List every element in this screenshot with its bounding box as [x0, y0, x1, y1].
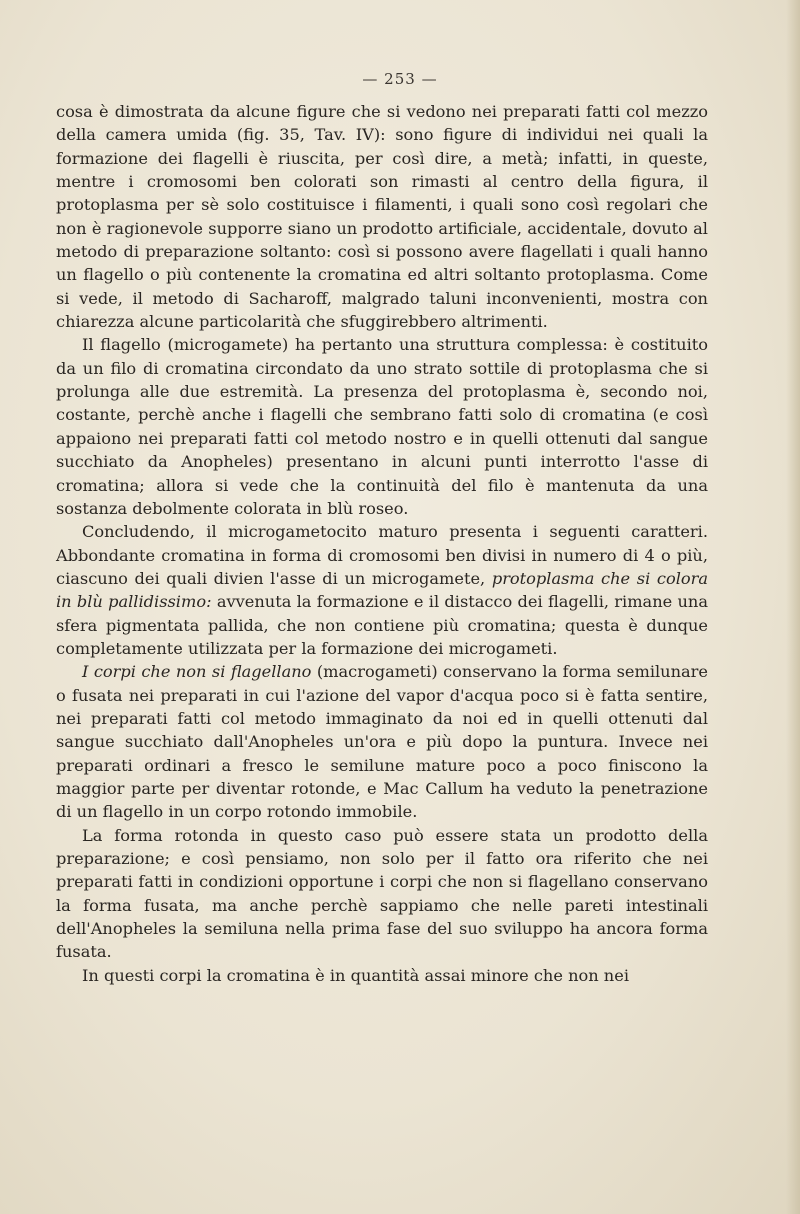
paragraph-p4 — [56, 660, 708, 823]
paragraph-p6 — [56, 964, 708, 987]
text-run: La forma rotonda in questo caso può essere stata un prodotto della preparazione; e così pensiamo, non solo per il fatto ora riferito che nei preparati fatti in condizioni opportune i corpi che non si flagellano conservano la forma fusata, ma anche perchè sappiamo che nelle pareti intestinali dell'Anopheles la semiluna nella prima fase del suo sviluppo ha ancora forma fusata. — [56, 825, 708, 962]
text-run: (macrogameti) conservano la forma semilunare o fusata nei preparati in cui l'azione del vapor d'acqua poco si è fatta sentire, nei preparati fatti col metodo immaginato da noi ed in quelli ottenuti dal sangue succhiato dall'Anopheles un'ora e più dopo la puntura. Invece nei preparati ordinari a fresco le semilune mature poco a poco finiscono la maggior parte per diventar rotonde, e Mac Callum ha veduto la penetrazione di un flagello in un corpo rotondo immobile. — [56, 662, 708, 822]
paragraph-p2 — [56, 333, 708, 520]
text-run: In questi corpi la cromatina è in quantità assai minore che non nei — [82, 965, 629, 985]
page-edge-shadow — [786, 0, 800, 1214]
body-text — [56, 100, 708, 987]
page-number: — 253 — — [362, 70, 438, 88]
italic-text: protoplasma che si colora in blù pallidissimo: — [56, 568, 708, 612]
italic-text: I corpi che non si flagellano — [82, 662, 312, 682]
text-run: cosa è dimostrata da alcune figure che si vedono nei preparati fatti col mezzo della camera umida (fig. 35, Tav. IV): sono figure di individui nei quali la formazione dei flagelli è riuscita, per così dire, a metà; infatti, in queste, mentre i cromosomi ben colorati son rimasti al centro della figura, il protoplasma per sè solo costituisce i filamenti, i quali sono così regolari che non è ragionevole supporre siano un prodotto artificiale, accidentale, dovuto al metodo di preparazione soltanto: così si possono avere flagellati i quali hanno un flagello o più contenente la cromatina ed altri soltanto protoplasma. Come si vede, il metodo di Sacharoff, malgrado taluni inconvenienti, mostra con chiarezza alcune particolarità che sfuggirebbero altrimenti. — [56, 102, 708, 332]
text-run: Il flagello (microgamete) ha pertanto una struttura complessa: è costituito da un filo di cromatina circondato da uno strato sottile di protoplasma che si prolunga alle due estremità. La presenza del protoplasma è, secondo noi, costante, perchè anche i flagelli che sembrano fatti solo di cromatina (e così appaiono nei preparati fatti col metodo nostro e in quelli ottenuti dal sangue succhiato da Anopheles) presentano in alcuni punti interrotto l'asse di cromatina; allora si vede che la continuità del filo è mantenuta da una sostanza debolmente colorata in blù roseo. — [56, 335, 708, 518]
text-run: avvenuta la formazione e il distacco dei flagelli, rimane una sfera pigmentata pallida, che non contiene più cromatina; questa è dunque completamente utilizzata per la formazione dei microgameti. — [56, 592, 708, 658]
text-run: Concludendo, il microgametocito maturo presenta i seguenti caratteri. Abbondante cromatina in forma di cromosomi ben divisi in numero di 4 o più, ciascuno dei quali divien l'asse di un microgamete, — [56, 522, 708, 588]
paragraph-p1 — [56, 100, 708, 333]
paragraph-p5 — [56, 824, 708, 964]
paragraph-p3 — [56, 520, 708, 660]
